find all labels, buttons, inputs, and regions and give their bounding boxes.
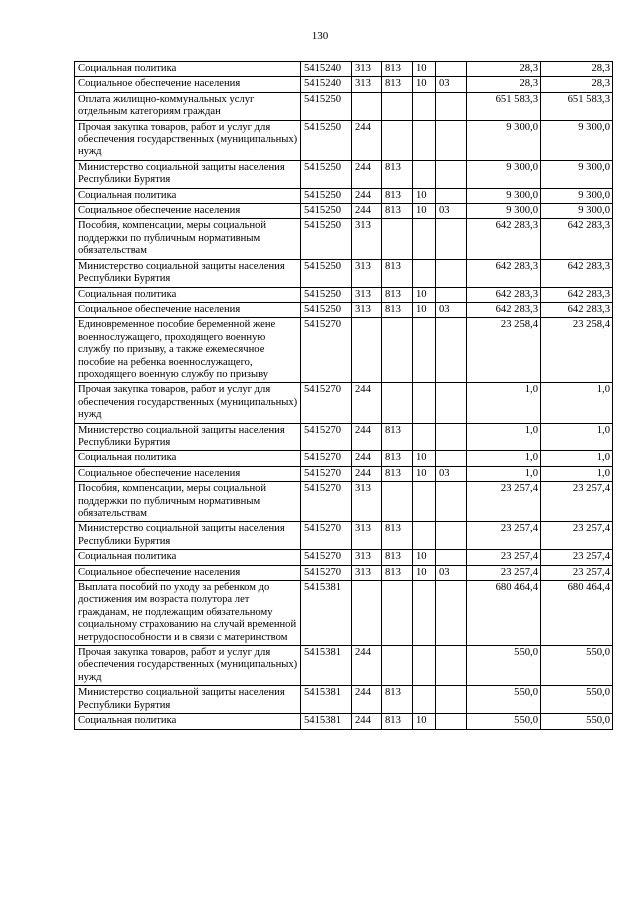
amount-year-1-cell: 28,3: [467, 62, 541, 77]
row-name-cell: Оплата жилищно-коммунальных услуг отдельным категориям граждан: [75, 92, 301, 120]
table-row: [75, 204, 613, 219]
section-code-cell: 10: [413, 204, 436, 219]
amount-year-2-cell: 642 283,3: [541, 287, 613, 302]
amount-year-1-cell: 9 300,0: [467, 204, 541, 219]
amount-year-1-cell: 642 283,3: [467, 302, 541, 317]
subsection-code-cell: [436, 383, 467, 423]
amount-year-1-cell: 550,0: [467, 714, 541, 729]
administrator-code-cell: 813: [382, 451, 413, 466]
administrator-code-cell: [382, 581, 413, 646]
amount-year-1-cell: 550,0: [467, 686, 541, 714]
row-name-cell: Пособия, компенсации, меры социальной поддержки по публичным нормативным обязательствам: [75, 219, 301, 259]
target-article-code-cell: 5415381: [301, 714, 352, 729]
amount-year-2-cell: 1,0: [541, 466, 613, 481]
row-name-cell: Социальная политика: [75, 550, 301, 565]
section-code-cell: [413, 581, 436, 646]
amount-year-1-cell: 1,0: [467, 383, 541, 423]
section-code-cell: 10: [413, 714, 436, 729]
amount-year-2-cell: 28,3: [541, 77, 613, 92]
table-row: [75, 451, 613, 466]
target-article-code-cell: 5415381: [301, 581, 352, 646]
target-article-code-cell: 5415240: [301, 77, 352, 92]
amount-year-2-cell: 23 257,4: [541, 522, 613, 550]
row-name-cell: Социальное обеспечение населения: [75, 466, 301, 481]
subsection-code-cell: [436, 686, 467, 714]
amount-year-1-cell: 9 300,0: [467, 188, 541, 203]
subsection-code-cell: 03: [436, 77, 467, 92]
amount-year-2-cell: 642 283,3: [541, 302, 613, 317]
amount-year-1-cell: 23 257,4: [467, 550, 541, 565]
section-code-cell: [413, 120, 436, 160]
section-code-cell: 10: [413, 188, 436, 203]
row-name-cell: Выплата пособий по уходу за ребенком до достижения им возраста полутора лет гражданам, не подлежащим обязательному социальному страхованию на случай временной нетрудоспособности и в связи с материнством: [75, 581, 301, 646]
target-article-code-cell: 5415270: [301, 451, 352, 466]
subsection-code-cell: [436, 550, 467, 565]
row-name-cell: Социальная политика: [75, 714, 301, 729]
amount-year-2-cell: 9 300,0: [541, 120, 613, 160]
expense-type-code-cell: 244: [352, 423, 382, 451]
amount-year-1-cell: 9 300,0: [467, 120, 541, 160]
row-name-cell: Прочая закупка товаров, работ и услуг для обеспечения государственных (муниципальных) нужд: [75, 120, 301, 160]
amount-year-2-cell: 23 257,4: [541, 550, 613, 565]
target-article-code-cell: 5415270: [301, 565, 352, 580]
administrator-code-cell: 813: [382, 287, 413, 302]
row-name-cell: Социальное обеспечение населения: [75, 302, 301, 317]
expense-type-code-cell: 244: [352, 686, 382, 714]
section-code-cell: 10: [413, 287, 436, 302]
amount-year-2-cell: 642 283,3: [541, 219, 613, 259]
table-row: [75, 714, 613, 729]
subsection-code-cell: [436, 581, 467, 646]
table-row: [75, 550, 613, 565]
amount-year-2-cell: 1,0: [541, 423, 613, 451]
amount-year-1-cell: 651 583,3: [467, 92, 541, 120]
expense-type-code-cell: 313: [352, 482, 382, 522]
table-row: [75, 565, 613, 580]
administrator-code-cell: [382, 219, 413, 259]
section-code-cell: [413, 686, 436, 714]
subsection-code-cell: 03: [436, 204, 467, 219]
section-code-cell: 10: [413, 451, 436, 466]
expense-type-code-cell: [352, 581, 382, 646]
administrator-code-cell: 813: [382, 160, 413, 188]
table-row: [75, 466, 613, 481]
table-row: [75, 259, 613, 287]
subsection-code-cell: 03: [436, 565, 467, 580]
administrator-code-cell: 813: [382, 188, 413, 203]
amount-year-2-cell: 23 257,4: [541, 482, 613, 522]
section-code-cell: [413, 522, 436, 550]
row-name-cell: Социальная политика: [75, 451, 301, 466]
administrator-code-cell: [382, 482, 413, 522]
administrator-code-cell: [382, 646, 413, 686]
administrator-code-cell: 813: [382, 686, 413, 714]
target-article-code-cell: 5415381: [301, 646, 352, 686]
section-code-cell: 10: [413, 62, 436, 77]
expense-type-code-cell: 313: [352, 77, 382, 92]
target-article-code-cell: 5415270: [301, 466, 352, 481]
expense-type-code-cell: 313: [352, 62, 382, 77]
table-row: [75, 318, 613, 383]
table-row: [75, 581, 613, 646]
amount-year-1-cell: 23 257,4: [467, 522, 541, 550]
subsection-code-cell: [436, 160, 467, 188]
administrator-code-cell: 813: [382, 302, 413, 317]
expense-type-code-cell: 244: [352, 204, 382, 219]
administrator-code-cell: 813: [382, 204, 413, 219]
amount-year-2-cell: 23 257,4: [541, 565, 613, 580]
row-name-cell: Министерство социальной защиты населения Республики Бурятия: [75, 259, 301, 287]
row-name-cell: Социальная политика: [75, 188, 301, 203]
administrator-code-cell: 813: [382, 62, 413, 77]
subsection-code-cell: [436, 92, 467, 120]
table-row: [75, 646, 613, 686]
amount-year-1-cell: 642 283,3: [467, 287, 541, 302]
amount-year-2-cell: 651 583,3: [541, 92, 613, 120]
amount-year-2-cell: 550,0: [541, 714, 613, 729]
subsection-code-cell: [436, 646, 467, 686]
amount-year-1-cell: 680 464,4: [467, 581, 541, 646]
amount-year-1-cell: 1,0: [467, 423, 541, 451]
subsection-code-cell: [436, 423, 467, 451]
expense-type-code-cell: 313: [352, 522, 382, 550]
section-code-cell: [413, 383, 436, 423]
expense-type-code-cell: 244: [352, 451, 382, 466]
table-row: [75, 482, 613, 522]
target-article-code-cell: 5415270: [301, 383, 352, 423]
target-article-code-cell: 5415270: [301, 423, 352, 451]
subsection-code-cell: [436, 318, 467, 383]
target-article-code-cell: 5415270: [301, 482, 352, 522]
amount-year-2-cell: 9 300,0: [541, 188, 613, 203]
amount-year-2-cell: 9 300,0: [541, 204, 613, 219]
administrator-code-cell: 813: [382, 522, 413, 550]
expense-type-code-cell: 244: [352, 120, 382, 160]
subsection-code-cell: 03: [436, 466, 467, 481]
row-name-cell: Министерство социальной защиты населения Республики Бурятия: [75, 160, 301, 188]
expense-type-code-cell: 313: [352, 287, 382, 302]
expense-type-code-cell: 244: [352, 188, 382, 203]
row-name-cell: Пособия, компенсации, меры социальной поддержки по публичным нормативным обязательствам: [75, 482, 301, 522]
administrator-code-cell: 813: [382, 565, 413, 580]
administrator-code-cell: 813: [382, 77, 413, 92]
section-code-cell: 10: [413, 550, 436, 565]
expense-type-code-cell: 244: [352, 466, 382, 481]
administrator-code-cell: 813: [382, 423, 413, 451]
amount-year-2-cell: 28,3: [541, 62, 613, 77]
expense-type-code-cell: 313: [352, 259, 382, 287]
subsection-code-cell: [436, 482, 467, 522]
table-row: [75, 92, 613, 120]
table-row: [75, 522, 613, 550]
amount-year-1-cell: 642 283,3: [467, 219, 541, 259]
section-code-cell: [413, 92, 436, 120]
subsection-code-cell: [436, 522, 467, 550]
subsection-code-cell: [436, 62, 467, 77]
target-article-code-cell: 5415270: [301, 522, 352, 550]
section-code-cell: 10: [413, 77, 436, 92]
target-article-code-cell: 5415250: [301, 92, 352, 120]
expense-type-code-cell: 244: [352, 160, 382, 188]
table-row: [75, 287, 613, 302]
section-code-cell: [413, 423, 436, 451]
subsection-code-cell: [436, 714, 467, 729]
administrator-code-cell: 813: [382, 714, 413, 729]
section-code-cell: [413, 482, 436, 522]
amount-year-2-cell: 1,0: [541, 451, 613, 466]
row-name-cell: Прочая закупка товаров, работ и услуг для обеспечения государственных (муниципальных) нужд: [75, 383, 301, 423]
amount-year-1-cell: 9 300,0: [467, 160, 541, 188]
subsection-code-cell: [436, 451, 467, 466]
amount-year-1-cell: 1,0: [467, 451, 541, 466]
target-article-code-cell: 5415250: [301, 219, 352, 259]
section-code-cell: [413, 219, 436, 259]
subsection-code-cell: [436, 287, 467, 302]
expense-type-code-cell: [352, 92, 382, 120]
administrator-code-cell: [382, 120, 413, 160]
amount-year-1-cell: 23 258,4: [467, 318, 541, 383]
target-article-code-cell: 5415250: [301, 188, 352, 203]
target-article-code-cell: 5415250: [301, 204, 352, 219]
section-code-cell: 10: [413, 302, 436, 317]
section-code-cell: [413, 646, 436, 686]
section-code-cell: 10: [413, 565, 436, 580]
expense-type-code-cell: 313: [352, 219, 382, 259]
target-article-code-cell: 5415250: [301, 287, 352, 302]
budget-table-body: [75, 62, 613, 730]
administrator-code-cell: 813: [382, 550, 413, 565]
table-row: [75, 77, 613, 92]
row-name-cell: Единовременное пособие беременной жене военнослужащего, проходящего военную службу по призыву, а также ежемесячное пособие на ребенка военнослужащего, проходящего военную службу по призыву: [75, 318, 301, 383]
table-row: [75, 120, 613, 160]
amount-year-1-cell: 642 283,3: [467, 259, 541, 287]
subsection-code-cell: [436, 188, 467, 203]
subsection-code-cell: 03: [436, 302, 467, 317]
table-row: [75, 383, 613, 423]
row-name-cell: Министерство социальной защиты населения Республики Бурятия: [75, 423, 301, 451]
amount-year-2-cell: 1,0: [541, 383, 613, 423]
expense-type-code-cell: 313: [352, 565, 382, 580]
row-name-cell: Прочая закупка товаров, работ и услуг для обеспечения государственных (муниципальных) нужд: [75, 646, 301, 686]
amount-year-1-cell: 23 257,4: [467, 482, 541, 522]
amount-year-1-cell: 28,3: [467, 77, 541, 92]
target-article-code-cell: 5415250: [301, 120, 352, 160]
administrator-code-cell: 813: [382, 259, 413, 287]
section-code-cell: [413, 259, 436, 287]
amount-year-2-cell: 550,0: [541, 646, 613, 686]
row-name-cell: Социальное обеспечение населения: [75, 204, 301, 219]
administrator-code-cell: 813: [382, 466, 413, 481]
row-name-cell: Социальное обеспечение населения: [75, 77, 301, 92]
amount-year-2-cell: 680 464,4: [541, 581, 613, 646]
amount-year-2-cell: 9 300,0: [541, 160, 613, 188]
subsection-code-cell: [436, 219, 467, 259]
subsection-code-cell: [436, 259, 467, 287]
budget-table: [74, 61, 613, 730]
amount-year-2-cell: 550,0: [541, 686, 613, 714]
table-row: [75, 686, 613, 714]
page-number: 130: [311, 30, 329, 42]
row-name-cell: Социальная политика: [75, 62, 301, 77]
target-article-code-cell: 5415270: [301, 318, 352, 383]
administrator-code-cell: [382, 383, 413, 423]
row-name-cell: Социальная политика: [75, 287, 301, 302]
amount-year-2-cell: 642 283,3: [541, 259, 613, 287]
target-article-code-cell: 5415381: [301, 686, 352, 714]
target-article-code-cell: 5415270: [301, 550, 352, 565]
table-row: [75, 423, 613, 451]
target-article-code-cell: 5415240: [301, 62, 352, 77]
section-code-cell: [413, 160, 436, 188]
row-name-cell: Социальное обеспечение населения: [75, 565, 301, 580]
table-row: [75, 188, 613, 203]
table-row: [75, 302, 613, 317]
table-row: [75, 219, 613, 259]
row-name-cell: Министерство социальной защиты населения Республики Бурятия: [75, 686, 301, 714]
subsection-code-cell: [436, 120, 467, 160]
expense-type-code-cell: 313: [352, 550, 382, 565]
amount-year-2-cell: 23 258,4: [541, 318, 613, 383]
section-code-cell: 10: [413, 466, 436, 481]
expense-type-code-cell: [352, 318, 382, 383]
target-article-code-cell: 5415250: [301, 302, 352, 317]
administrator-code-cell: [382, 318, 413, 383]
section-code-cell: [413, 318, 436, 383]
expense-type-code-cell: 313: [352, 302, 382, 317]
amount-year-1-cell: 550,0: [467, 646, 541, 686]
expense-type-code-cell: 244: [352, 383, 382, 423]
target-article-code-cell: 5415250: [301, 160, 352, 188]
table-row: [75, 62, 613, 77]
amount-year-1-cell: 23 257,4: [467, 565, 541, 580]
row-name-cell: Министерство социальной защиты населения Республики Бурятия: [75, 522, 301, 550]
administrator-code-cell: [382, 92, 413, 120]
expense-type-code-cell: 244: [352, 714, 382, 729]
table-row: [75, 160, 613, 188]
amount-year-1-cell: 1,0: [467, 466, 541, 481]
expense-type-code-cell: 244: [352, 646, 382, 686]
target-article-code-cell: 5415250: [301, 259, 352, 287]
